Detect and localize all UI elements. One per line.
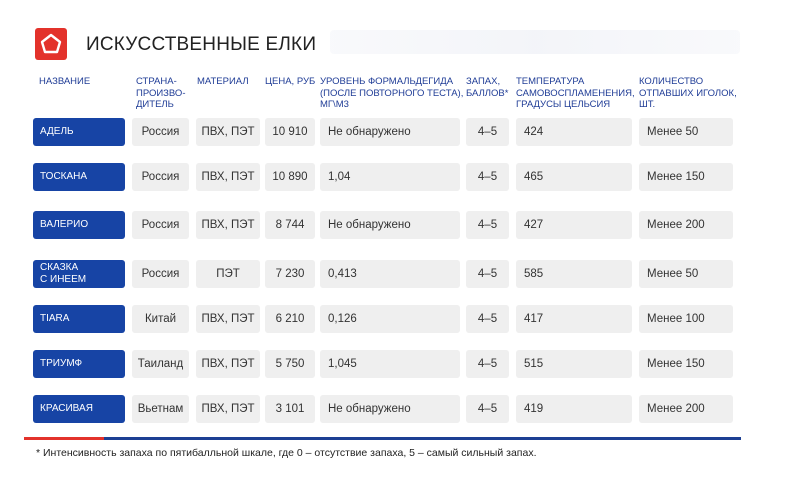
material-cell: ПВХ, ПЭТ: [196, 350, 260, 378]
price-cell: 7 230: [265, 260, 315, 288]
pentagon-icon: [40, 33, 62, 55]
header-formaldehyde: УРОВЕНЬ ФОРМАЛЬДЕГИДА (ПОСЛЕ ПОВТОРНОГО ТЕСТА), МГ\М3: [320, 76, 464, 110]
temperature-cell: 419: [516, 395, 632, 423]
smell-cell: 4–5: [466, 163, 509, 191]
formaldehyde-cell: 1,04: [320, 163, 460, 191]
country-cell: Вьетнам: [132, 395, 189, 423]
product-name-cell: ВАЛЕРИО: [33, 211, 125, 239]
needles-cell: Менее 200: [639, 211, 733, 239]
material-cell: ПВХ, ПЭТ: [196, 305, 260, 333]
country-cell: Таиланд: [132, 350, 189, 378]
header-material: МАТЕРИАЛ: [197, 76, 249, 87]
product-name-cell: КРАСИВАЯ: [33, 395, 125, 423]
header-name: НАЗВАНИЕ: [39, 76, 91, 87]
header-decoration: [330, 30, 740, 54]
smell-cell: 4–5: [466, 350, 509, 378]
smell-cell: 4–5: [466, 305, 509, 333]
header-smell: ЗАПАХ, БАЛЛОВ*: [466, 76, 509, 99]
product-name-cell: TIARA: [33, 305, 125, 333]
temperature-cell: 424: [516, 118, 632, 146]
needles-cell: Менее 200: [639, 395, 733, 423]
formaldehyde-cell: Не обнаружено: [320, 395, 460, 423]
product-name-cell: ТРИУМФ: [33, 350, 125, 378]
footnote: * Интенсивность запаха по пятибалльной шкале, где 0 – отсутствие запаха, 5 – самый сильный запах.: [36, 447, 537, 459]
needles-cell: Менее 150: [639, 163, 733, 191]
formaldehyde-cell: 0,126: [320, 305, 460, 333]
formaldehyde-cell: Не обнаружено: [320, 211, 460, 239]
country-cell: Россия: [132, 118, 189, 146]
smell-cell: 4–5: [466, 395, 509, 423]
needles-cell: Менее 150: [639, 350, 733, 378]
price-cell: 6 210: [265, 305, 315, 333]
header-country: СТРАНА- ПРОИЗВО- ДИТЕЛЬ: [136, 76, 186, 110]
smell-cell: 4–5: [466, 118, 509, 146]
temperature-cell: 465: [516, 163, 632, 191]
temperature-cell: 585: [516, 260, 632, 288]
product-name-cell: СКАЗКА С ИНЕЕМ: [33, 260, 125, 288]
material-cell: ПВХ, ПЭТ: [196, 163, 260, 191]
needles-cell: Менее 50: [639, 260, 733, 288]
price-cell: 5 750: [265, 350, 315, 378]
price-cell: 3 101: [265, 395, 315, 423]
country-cell: Россия: [132, 211, 189, 239]
temperature-cell: 417: [516, 305, 632, 333]
temperature-cell: 515: [516, 350, 632, 378]
country-cell: Россия: [132, 260, 189, 288]
smell-cell: 4–5: [466, 211, 509, 239]
price-cell: 8 744: [265, 211, 315, 239]
smell-cell: 4–5: [466, 260, 509, 288]
formaldehyde-cell: 1,045: [320, 350, 460, 378]
material-cell: ПВХ, ПЭТ: [196, 211, 260, 239]
material-cell: ПВХ, ПЭТ: [196, 395, 260, 423]
header-temperature: ТЕМПЕРАТУРА САМОВОСПЛАМЕНЕНИЯ, ГРАДУСЫ ЦЕЛЬСИЯ: [516, 76, 635, 110]
brand-logo: [35, 28, 67, 60]
product-name-cell: ТОСКАНА: [33, 163, 125, 191]
price-cell: 10 890: [265, 163, 315, 191]
formaldehyde-cell: 0,413: [320, 260, 460, 288]
material-cell: ПЭТ: [196, 260, 260, 288]
formaldehyde-cell: Не обнаружено: [320, 118, 460, 146]
country-cell: Россия: [132, 163, 189, 191]
product-name-cell: АДЕЛЬ: [33, 118, 125, 146]
page-title: ИСКУССТВЕННЫЕ ЕЛКИ: [86, 34, 317, 55]
header-needles: КОЛИЧЕСТВО ОТПАВШИХ ИГОЛОК, ШТ.: [639, 76, 737, 110]
divider-blue: [104, 437, 741, 440]
material-cell: ПВХ, ПЭТ: [196, 118, 260, 146]
temperature-cell: 427: [516, 211, 632, 239]
price-cell: 10 910: [265, 118, 315, 146]
needles-cell: Менее 100: [639, 305, 733, 333]
country-cell: Китай: [132, 305, 189, 333]
divider-red: [24, 437, 104, 440]
header-price: ЦЕНА, РУБ: [265, 76, 316, 87]
needles-cell: Менее 50: [639, 118, 733, 146]
